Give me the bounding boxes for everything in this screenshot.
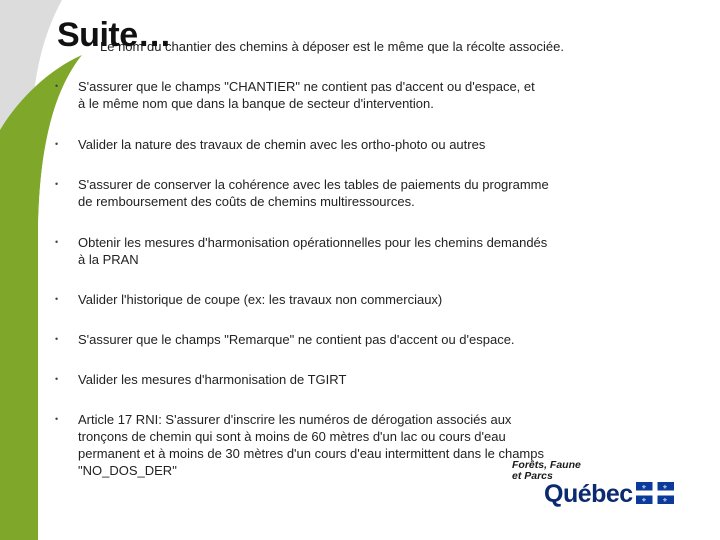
bullet-line: "NO_DOS_DER" bbox=[78, 463, 177, 478]
bullet-list bbox=[55, 78, 600, 479]
bullet-line: tronçons de chemin qui sont à moins de 60 mètres d'un lac ou cours d'eau bbox=[78, 429, 506, 444]
bullet-item bbox=[55, 78, 600, 112]
bullet-line: de remboursement des coûts de chemins multiressources. bbox=[78, 194, 415, 209]
tagline-line-2: et Parcs bbox=[512, 470, 553, 482]
svg-text:⚜: ⚜ bbox=[641, 497, 647, 504]
bullet-line: S'assurer que le champs "CHANTIER" ne contient pas d'accent ou d'espace, et bbox=[78, 79, 535, 94]
bullet-dot: • bbox=[55, 374, 59, 384]
bullet-dot: • bbox=[55, 139, 59, 149]
bullet-dot: • bbox=[55, 294, 59, 304]
quebec-flag-icon bbox=[636, 482, 674, 504]
bullet-dot: • bbox=[55, 237, 59, 247]
bullet-line: S'assurer que le champs "Remarque" ne contient pas d'accent ou d'espace. bbox=[78, 332, 515, 347]
bullet-line: Article 17 RNI: S'assurer d'inscrire les numéros de dérogation associés aux bbox=[78, 412, 512, 427]
bullet-line: Valider les mesures d'harmonisation de TGIRT bbox=[78, 372, 347, 387]
bullet-item bbox=[55, 371, 600, 388]
bullet-item bbox=[55, 291, 600, 308]
bullet-dot: • bbox=[55, 179, 59, 189]
bullet-line: Obtenir les mesures d'harmonisation opérationnelles pour les chemins demandés bbox=[78, 235, 548, 250]
intro-line: Le nom du chantier des chemins à déposer est le même que la récolte associée. bbox=[100, 39, 564, 54]
ministry-tagline bbox=[512, 460, 581, 482]
bullet-dot: • bbox=[55, 334, 59, 344]
page-title: Suite… bbox=[57, 16, 172, 54]
tagline-line-1: Forêts, Faune bbox=[512, 459, 581, 471]
quebec-logo bbox=[512, 460, 692, 520]
bullet-item bbox=[55, 331, 600, 348]
bullet-dot: • bbox=[55, 81, 59, 91]
bullet-dot: • bbox=[55, 414, 59, 424]
bullet-line: permanent et à moins de 30 mètres d'un cours d'eau intermittent dans le champs bbox=[78, 446, 544, 461]
bullet-line: à la PRAN bbox=[78, 252, 139, 267]
bullet-line: à le même nom que dans la banque de secteur d'intervention. bbox=[78, 96, 434, 111]
quebec-wordmark: Québec bbox=[544, 480, 633, 508]
svg-text:⚜: ⚜ bbox=[662, 497, 668, 504]
bullet-item bbox=[55, 176, 600, 210]
bullet-line: Valider la nature des travaux de chemin avec les ortho-photo ou autres bbox=[78, 137, 486, 152]
bullet-item bbox=[55, 136, 600, 153]
bullet-item bbox=[55, 234, 600, 268]
svg-text:⚜: ⚜ bbox=[641, 484, 647, 491]
bullet-line: Valider l'historique de coupe (ex: les travaux non commerciaux) bbox=[78, 292, 443, 307]
bullet-line: S'assurer de conserver la cohérence avec les tables de paiements du programme bbox=[78, 177, 549, 192]
svg-text:⚜: ⚜ bbox=[662, 484, 668, 491]
